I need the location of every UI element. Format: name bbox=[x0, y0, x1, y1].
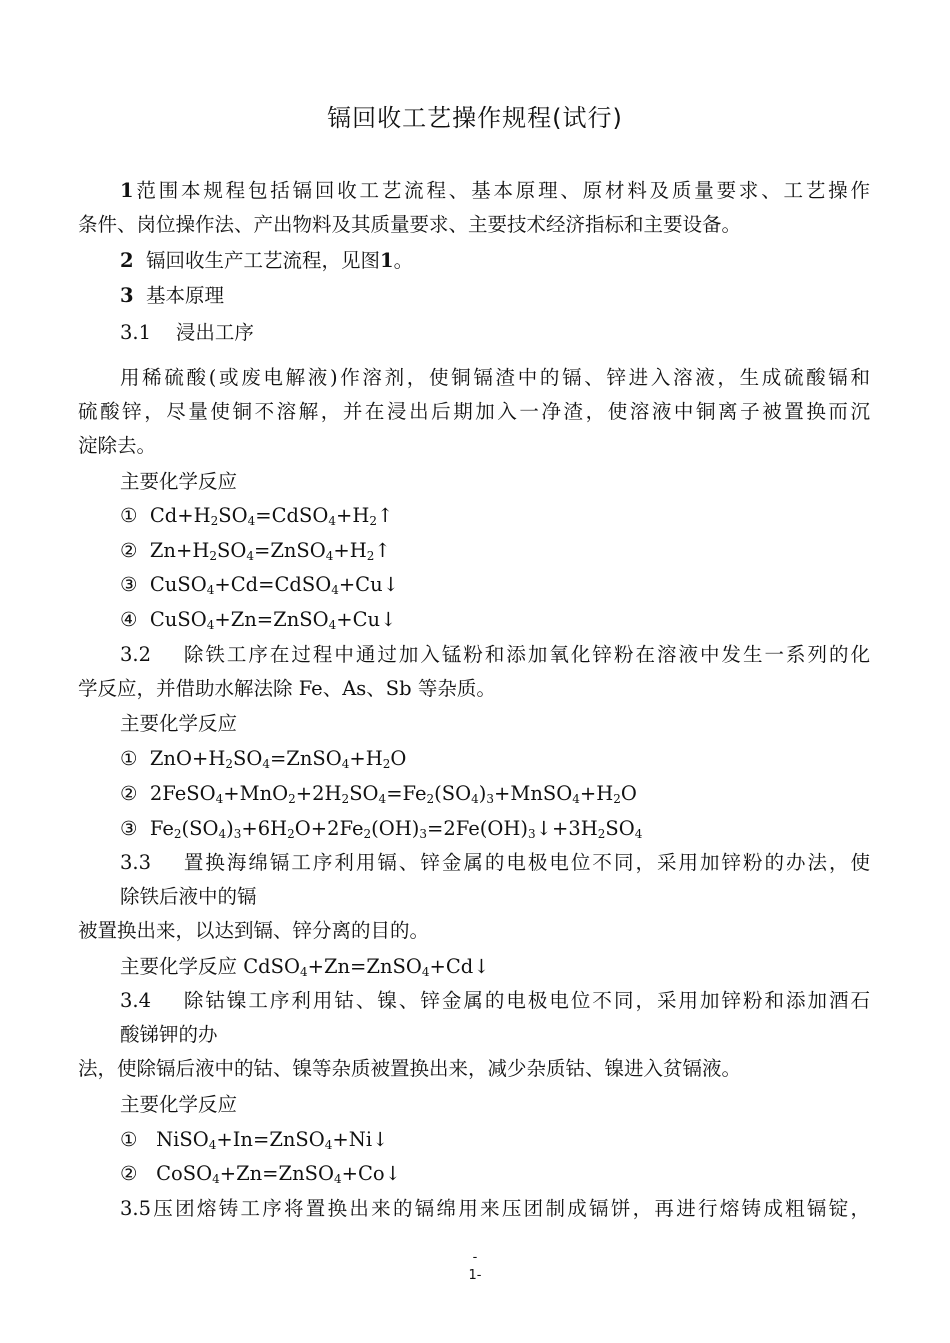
reaction-3-4-1: ① NiSO$_4$+In=ZnSO$_4$+Ni↓ bbox=[120, 1128, 389, 1152]
section-3-heading: 3 基本原理 bbox=[120, 284, 224, 307]
section-3-1-reaction-label: 主要化学反应 bbox=[120, 470, 238, 493]
section-3-4-line-1: 3.4 除钴镍工序利用钴、镍、锌金属的电极电位不同，采用加锌粉和添加酒石 bbox=[120, 989, 870, 1012]
section-3-5-line-1: 3.5压团熔铸工序将置换出来的镉绵用来压团制成镉饼，再进行熔铸成粗镉锭， bbox=[120, 1197, 870, 1220]
section-3-3-reaction: 主要化学反应 CdSO$_4$+Zn=ZnSO$_4$+Cd↓ bbox=[120, 955, 490, 979]
section-3-1-para-line-1: 用稀硫酸(或废电解液)作溶剂，使铜镉渣中的镉、锌进入溶液，生成硫酸镉和 bbox=[120, 366, 870, 389]
section-3-2-line-1: 3.2 除铁工序在过程中通过加入锰粉和添加氧化锌粉在溶液中发生一系列的化 bbox=[120, 643, 870, 666]
reaction-3-2-2: ② $2FeSO_4+MnO_2+2H_2SO_4=Fe_2(SO_4)_3+MnSO_4+H_2O$ bbox=[120, 782, 637, 806]
reaction-3-1-3: ③ CuSO$_4$+Cd=CdSO$_4$+Cu↓ bbox=[120, 573, 400, 597]
page-number: 1- bbox=[468, 1268, 482, 1283]
section-3-3-line-2: 除铁后液中的镉 bbox=[120, 885, 257, 908]
section-2: 2 镉回收生产工艺流程，见图1。 bbox=[120, 249, 414, 272]
section-1-line-2: 条件、岗位操作法、产出物料及其质量要求、主要技术经济指标和主要设备。 bbox=[78, 213, 742, 236]
reaction-3-2-1: ① $ZnO+H_2SO_4=ZnSO_4+H_2O$ bbox=[120, 747, 407, 771]
section-3-4-line-2: 酸锑钾的办 bbox=[120, 1023, 218, 1046]
section-3-1-heading: 3.1 浸出工序 bbox=[120, 321, 254, 344]
section-1-line-1: 1范围本规程包括镉回收工艺流程、基本原理、原材料及质量要求、工艺操作 bbox=[120, 179, 870, 202]
section-3-3-line-3: 被置换出来，以达到镉、锌分离的目的。 bbox=[78, 919, 430, 942]
section-3-4-line-3: 法，使除镉后液中的钴、镍等杂质被置换出来，减少杂质钴、镍进入贫镉液。 bbox=[78, 1057, 742, 1080]
section-3-4-reaction-label: 主要化学反应 bbox=[120, 1093, 238, 1116]
reaction-3-1-1: ① $Cd+H_2SO_4=CdSO_4+H_2↑$ bbox=[120, 504, 394, 528]
page-number-dash: - bbox=[472, 1250, 478, 1265]
reaction-3-1-4: ④ CuSO$_4$+Zn=ZnSO$_4$+Cu↓ bbox=[120, 608, 397, 632]
document-title: 镉回收工艺操作规程(试行) bbox=[327, 104, 623, 132]
section-3-1-para-line-2: 硫酸锌，尽量使铜不溶解，并在浸出后期加入一净渣，使溶液中铜离子被置换而沉 bbox=[78, 400, 870, 423]
section-3-3-line-1: 3.3 置换海绵镉工序利用镉、锌金属的电极电位不同，采用加锌粉的办法，使 bbox=[120, 851, 870, 874]
reaction-3-1-2: ② $Zn+H_2SO_4=ZnSO_4+H_2↑$ bbox=[120, 539, 391, 563]
section-3-1-para-line-3: 淀除去。 bbox=[78, 434, 157, 457]
reaction-3-2-3: ③ $Fe_2(SO_4)_3+6H_2O+2Fe_2(OH)_3=2Fe(OH)_3↓+3H_2SO_4$ bbox=[120, 817, 643, 841]
section-3-2-line-2: 学反应，并借助水解法除 Fe、As、Sb 等杂质。 bbox=[78, 677, 496, 700]
section-3-2-reaction-label: 主要化学反应 bbox=[120, 712, 238, 735]
reaction-3-4-2: ② CoSO$_4$+Zn=ZnSO$_4$+Co↓ bbox=[120, 1162, 401, 1186]
